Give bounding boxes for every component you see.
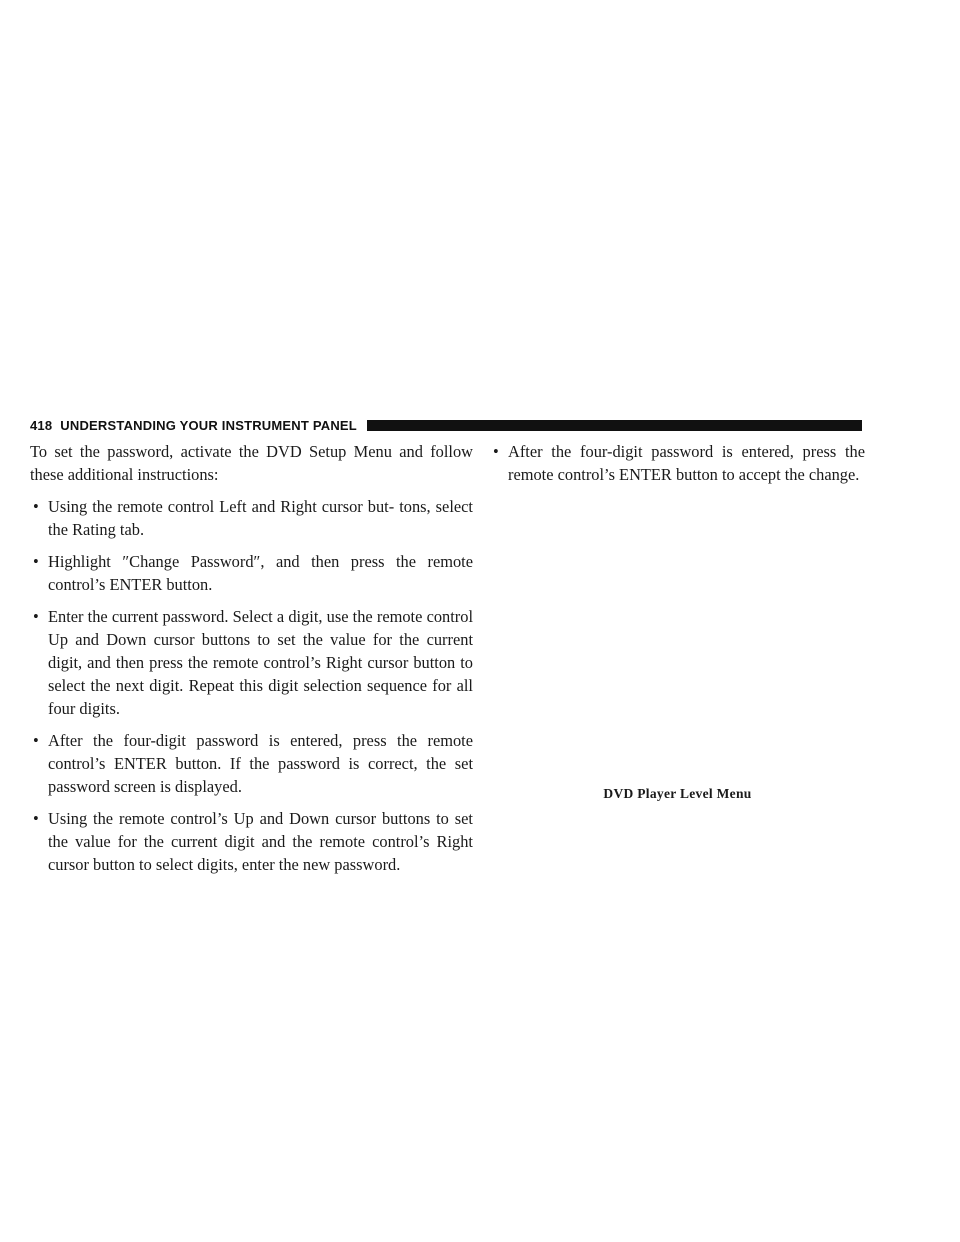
list-item (30, 729, 473, 798)
bullet-icon: • (33, 731, 39, 750)
list-item (30, 605, 473, 720)
header-rule (367, 420, 862, 431)
bullet-icon: • (33, 607, 39, 626)
left-column (30, 440, 473, 885)
instruction-list (30, 495, 473, 876)
bullet-icon: • (33, 497, 39, 516)
page-header (30, 416, 862, 434)
right-column (490, 440, 865, 495)
list-item-text: After the four-digit password is entered, press the remote control’s ENTER button. If the password is correct, the set password screen is displayed. (48, 731, 473, 796)
list-item-text: Enter the current password. Select a digit, use the remote control Up and Down cursor buttons to set the value for the current digit, and then press the remote control’s Right cursor button to select the next digit. Repeat this digit selection sequence for all four digits. (48, 607, 473, 718)
list-item-text: After the four-digit password is entered, press the remote control’s ENTER button to accept the change. (508, 442, 865, 484)
bullet-icon: • (33, 809, 39, 828)
section-title: UNDERSTANDING YOUR INSTRUMENT PANEL (60, 417, 357, 433)
bullet-icon: • (493, 442, 499, 461)
intro-paragraph: To set the password, activate the DVD Setup Menu and follow these additional instructions: (30, 442, 473, 484)
list-item (30, 807, 473, 876)
list-item-text: Using the remote control’s Up and Down cursor buttons to set the value for the current digit and the remote control’s Right cursor button to select digits, enter the new password. (48, 809, 473, 874)
list-item (30, 495, 473, 541)
list-item-text: Using the remote control Left and Right cursor but- tons, select the Rating tab. (48, 497, 473, 539)
list-item (490, 440, 865, 486)
list-item (30, 550, 473, 596)
list-item-text: Highlight ″Change Password″, and then press the remote control’s ENTER button. (48, 552, 473, 594)
bullet-icon: • (33, 552, 39, 571)
figure-caption: DVD Player Level Menu (603, 786, 752, 801)
page-number: 418 (30, 417, 53, 433)
instruction-list-continued (490, 440, 865, 486)
